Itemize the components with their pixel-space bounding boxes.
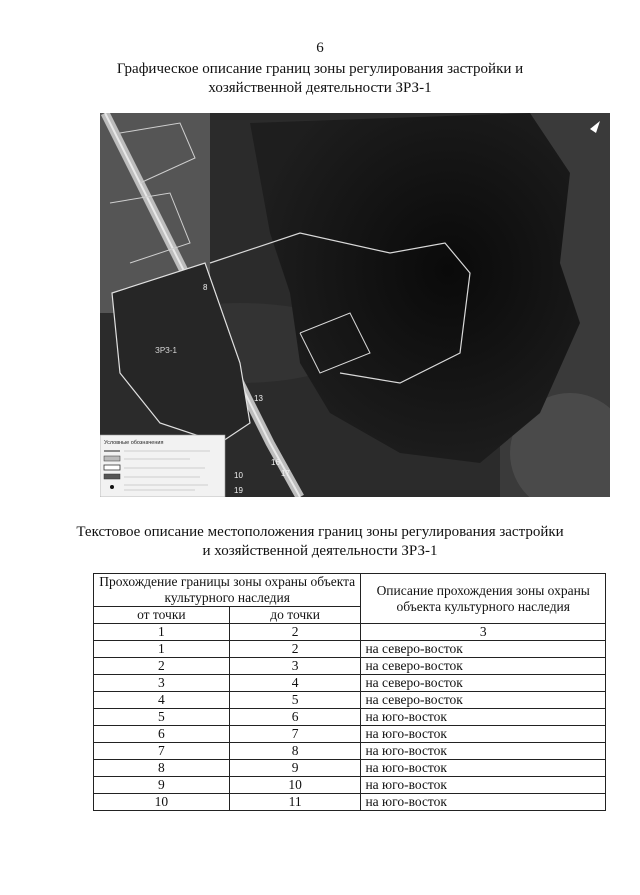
point-label-19: 19 (234, 486, 243, 495)
legend-symbol-point (110, 485, 114, 489)
table-row (94, 675, 606, 692)
text-title-line-2: и хозяйственной деятельности ЗРЗ-1 (202, 543, 438, 559)
header-boundary-passage: Прохождение границы зоны охраны объекта культурного наследия (94, 574, 361, 607)
from-point-cell: 5 (94, 709, 230, 726)
text-description-title (60, 523, 580, 561)
table-index-row (94, 624, 606, 641)
text-title-line-1: Текстовое описание местоположения границ зоны регулирования застройки (76, 524, 564, 540)
table-row (94, 743, 606, 760)
to-point-cell: 9 (229, 760, 361, 777)
point-label-13: 13 (254, 394, 263, 403)
table-row (94, 760, 606, 777)
direction-cell: на северо-восток (361, 641, 606, 658)
table-row (94, 641, 606, 658)
to-point-cell: 2 (229, 641, 361, 658)
header-from-point: от точки (94, 607, 230, 624)
to-point-cell: 7 (229, 726, 361, 743)
table-row (94, 726, 606, 743)
to-point-cell: 4 (229, 675, 361, 692)
to-point-cell: 3 (229, 658, 361, 675)
direction-cell: на северо-восток (361, 658, 606, 675)
legend-symbol-zone (104, 474, 120, 479)
legend-symbol-fill (104, 456, 120, 461)
from-point-cell: 8 (94, 760, 230, 777)
direction-cell: на юго-восток (361, 794, 606, 811)
point-label-10: 10 (234, 471, 243, 480)
index-cell: 2 (229, 624, 361, 641)
to-point-cell: 11 (229, 794, 361, 811)
to-point-cell: 8 (229, 743, 361, 760)
to-point-cell: 5 (229, 692, 361, 709)
map-title-line-1: Графическое описание границ зоны регулирования застройки и (116, 61, 524, 77)
from-point-cell: 2 (94, 658, 230, 675)
boundary-table (93, 573, 606, 811)
to-point-cell: 10 (229, 777, 361, 794)
map-legend (100, 435, 225, 497)
legend-symbol-outline (104, 465, 120, 470)
map-title (60, 60, 580, 98)
header-to-point: до точки (229, 607, 361, 624)
from-point-cell: 10 (94, 794, 230, 811)
index-cell: 3 (361, 624, 606, 641)
to-point-cell: 6 (229, 709, 361, 726)
from-point-cell: 6 (94, 726, 230, 743)
point-label-17: 17 (281, 469, 290, 478)
direction-cell: на северо-восток (361, 675, 606, 692)
header-description: Описание прохождения зоны охраны объекта культурного наследия (361, 574, 606, 624)
page-number: 6 (316, 40, 324, 56)
table-row (94, 777, 606, 794)
table-row (94, 709, 606, 726)
direction-cell: на северо-восток (361, 692, 606, 709)
table-row (94, 794, 606, 811)
table-header-row (94, 574, 606, 607)
direction-cell: на юго-восток (361, 760, 606, 777)
direction-cell: на юго-восток (361, 743, 606, 760)
zone-label: ЗРЗ-1 (155, 346, 177, 355)
from-point-cell: 1 (94, 641, 230, 658)
direction-cell: на юго-восток (361, 777, 606, 794)
from-point-cell: 7 (94, 743, 230, 760)
direction-cell: на юго-восток (361, 726, 606, 743)
point-label-16: 16 (271, 458, 280, 467)
from-point-cell: 3 (94, 675, 230, 692)
index-cell: 1 (94, 624, 230, 641)
direction-cell: на юго-восток (361, 709, 606, 726)
from-point-cell: 4 (94, 692, 230, 709)
legend-title: Условные обозначения (104, 440, 164, 446)
satellite-map (100, 113, 610, 497)
point-label-8: 8 (203, 283, 208, 292)
table-row (94, 658, 606, 675)
map-graphic (100, 113, 610, 497)
map-title-line-2: хозяйственной деятельности ЗРЗ-1 (208, 80, 432, 96)
from-point-cell: 9 (94, 777, 230, 794)
table-row (94, 692, 606, 709)
